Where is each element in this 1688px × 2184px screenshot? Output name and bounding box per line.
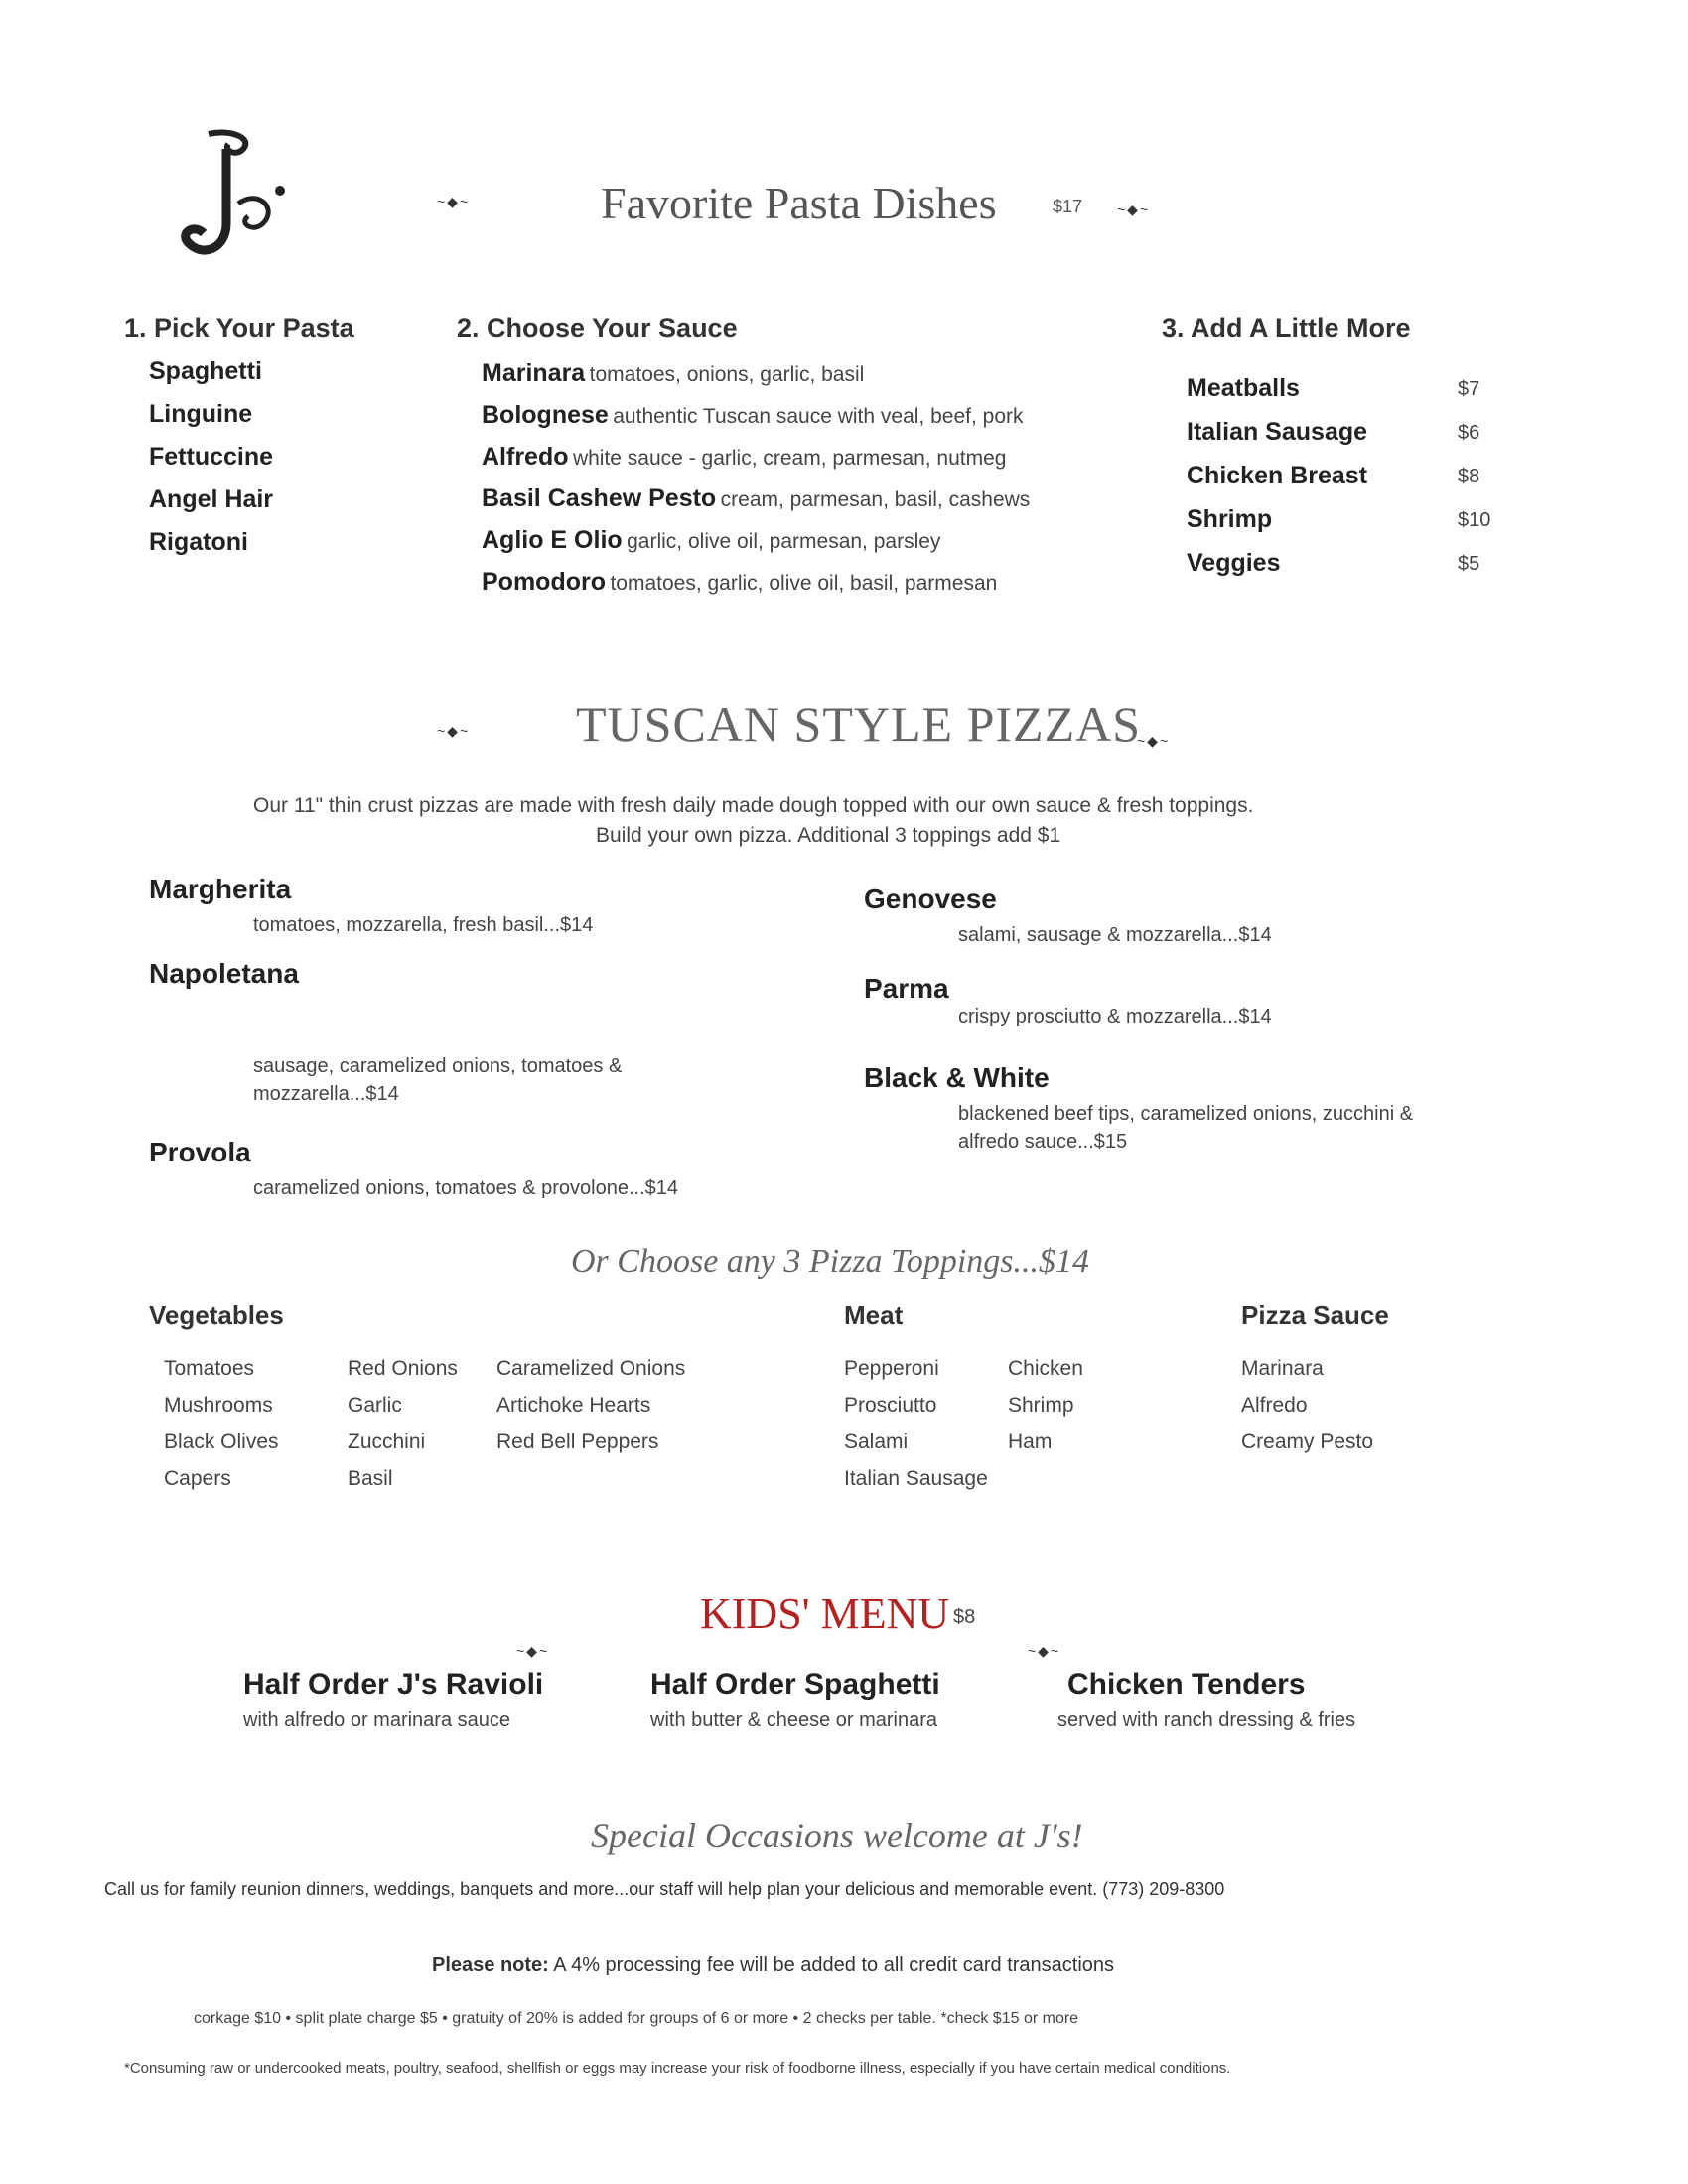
sauce-desc: white sauce - garlic, cream, parmesan, nutmeg bbox=[572, 447, 1007, 470]
kids-item-desc: with alfredo or marinara sauce bbox=[243, 1709, 511, 1731]
topping-item: Creamy Pesto bbox=[1241, 1431, 1374, 1453]
pasta-item: Linguine bbox=[149, 400, 253, 428]
topping-item: Marinara bbox=[1241, 1357, 1324, 1380]
flourish: ~◆~ bbox=[516, 1643, 550, 1659]
topping-item: Caramelized Onions bbox=[496, 1357, 686, 1380]
special-occasions-title: Special Occasions welcome at J's! bbox=[591, 1816, 1083, 1855]
addon-price: $10 bbox=[1458, 509, 1491, 531]
kids-item-name: Chicken Tenders bbox=[1067, 1668, 1306, 1701]
sauce-name: Marinara bbox=[482, 359, 586, 387]
add-more-heading: 3. Add A Little More bbox=[1162, 313, 1411, 342]
sauce-name: Aglio E Olio bbox=[482, 526, 623, 554]
flourish-right: ~◆~ bbox=[1117, 202, 1151, 217]
topping-item: Pepperoni bbox=[844, 1357, 939, 1380]
kids-item-name: Half Order J's Ravioli bbox=[243, 1668, 544, 1701]
addon-price: $7 bbox=[1458, 378, 1480, 400]
topping-item: Italian Sausage bbox=[844, 1467, 988, 1490]
topping-item: Prosciutto bbox=[844, 1394, 937, 1417]
meat-heading: Meat bbox=[844, 1300, 904, 1330]
note-label: Please note: bbox=[432, 1954, 549, 1976]
pizza-name: Black & White bbox=[864, 1062, 1050, 1093]
sauce-desc: garlic, olive oil, parmesan, parsley bbox=[627, 530, 941, 553]
addon-name: Veggies bbox=[1187, 549, 1281, 577]
kids-menu-price: $8 bbox=[953, 1606, 976, 1628]
sauce-row bbox=[482, 359, 864, 388]
flourish: ~◆~ bbox=[1028, 1643, 1061, 1659]
vegetables-heading: Vegetables bbox=[149, 1300, 284, 1330]
topping-item: Zucchini bbox=[348, 1431, 426, 1453]
pizza-name: Margherita bbox=[149, 874, 292, 904]
restaurant-logo bbox=[169, 129, 298, 268]
topping-item: Garlic bbox=[348, 1394, 402, 1417]
sauce-desc: tomatoes, onions, garlic, basil bbox=[589, 363, 865, 386]
pasta-item: Rigatoni bbox=[149, 528, 248, 556]
topping-item: Ham bbox=[1008, 1431, 1053, 1453]
topping-item: Artichoke Hearts bbox=[496, 1394, 651, 1417]
sauce-row bbox=[482, 484, 1030, 513]
pizza-name: Genovese bbox=[864, 884, 997, 914]
pizza-desc: crispy prosciutto & mozzarella...$14 bbox=[958, 1006, 1272, 1027]
pizza-name: Provola bbox=[149, 1137, 251, 1167]
sauce-row bbox=[482, 526, 940, 555]
veg-col-1 bbox=[164, 1350, 279, 1497]
sauce-desc: authentic Tuscan sauce with veal, beef, pork bbox=[613, 405, 1024, 428]
kids-menu-title: KIDS' MENU bbox=[700, 1589, 950, 1638]
addon-price: $6 bbox=[1458, 422, 1480, 444]
kids-item-desc: served with ranch dressing & fries bbox=[1057, 1709, 1356, 1731]
title-price: $17 bbox=[1053, 197, 1083, 216]
logo-icon bbox=[169, 129, 298, 268]
pasta-item: Angel Hair bbox=[149, 485, 274, 513]
topping-item: Basil bbox=[348, 1467, 393, 1490]
sauce-row bbox=[482, 443, 1006, 472]
sauce-desc: cream, parmesan, basil, cashews bbox=[720, 488, 1031, 511]
topping-item: Capers bbox=[164, 1467, 231, 1490]
pizza-sauce-heading: Pizza Sauce bbox=[1241, 1300, 1389, 1330]
kids-item-name: Half Order Spaghetti bbox=[650, 1668, 940, 1701]
topping-item: Black Olives bbox=[164, 1431, 279, 1453]
addon-name: Italian Sausage bbox=[1187, 418, 1368, 446]
pizza-desc: blackened beef tips, caramelized onions, zucchini & alfredo sauce...$15 bbox=[958, 1103, 1414, 1153]
topping-item: Mushrooms bbox=[164, 1394, 273, 1417]
flourish-right: ~◆~ bbox=[1137, 733, 1171, 749]
pizza-desc: caramelized onions, tomatoes & provolone...$14 bbox=[253, 1177, 679, 1199]
pizza-desc: sausage, caramelized onions, tomatoes & mozzarella...$14 bbox=[253, 1055, 623, 1105]
topping-item: Shrimp bbox=[1008, 1394, 1074, 1417]
sauce-row bbox=[482, 401, 1024, 430]
pasta-item: Fettuccine bbox=[149, 443, 274, 471]
consumer-advisory: *Consuming raw or undercooked meats, poultry, seafood, shellfish or eggs may increase your risk of foodborne illness, especially if you have certain medical conditions. bbox=[124, 2060, 1231, 2077]
sauce-name: Pomodoro bbox=[482, 568, 606, 596]
meat-col-1 bbox=[844, 1350, 988, 1497]
special-occasions-line: Call us for family reunion dinners, weddings, banquets and more...our staff will help plan your delicious and memorable event. (773) 209-8300 bbox=[104, 1879, 1225, 1899]
pick-pasta-heading: 1. Pick Your Pasta bbox=[124, 313, 354, 342]
pizza-intro-2: Build your own pizza. Additional 3 toppings add $1 bbox=[596, 824, 1061, 847]
veg-col-2 bbox=[348, 1350, 458, 1497]
sauce-name: Alfredo bbox=[482, 443, 569, 471]
pizza-name: Parma bbox=[864, 973, 949, 1004]
sauce-name: Bolognese bbox=[482, 401, 609, 429]
flourish-left: ~◆~ bbox=[437, 723, 471, 739]
topping-item: Red Onions bbox=[348, 1357, 458, 1380]
toppings-title: Or Choose any 3 Pizza Toppings...$14 bbox=[571, 1243, 1090, 1280]
topping-item: Tomatoes bbox=[164, 1357, 255, 1380]
addon-name: Meatballs bbox=[1187, 374, 1300, 402]
flourish-left: ~◆~ bbox=[437, 194, 471, 209]
addon-price: $8 bbox=[1458, 466, 1480, 487]
kids-item-desc: with butter & cheese or marinara bbox=[650, 1709, 938, 1731]
pizza-desc: tomatoes, mozzarella, fresh basil...$14 bbox=[253, 914, 594, 936]
page-title: Favorite Pasta Dishes bbox=[601, 178, 997, 228]
choose-sauce-heading: 2. Choose Your Sauce bbox=[457, 313, 738, 342]
meat-col-2 bbox=[1008, 1350, 1083, 1460]
topping-item: Red Bell Peppers bbox=[496, 1431, 659, 1453]
addon-name: Shrimp bbox=[1187, 505, 1273, 533]
pizza-desc: salami, sausage & mozzarella...$14 bbox=[958, 924, 1272, 946]
topping-item: Salami bbox=[844, 1431, 909, 1453]
pasta-item: Spaghetti bbox=[149, 357, 262, 385]
processing-note bbox=[432, 1954, 1114, 1977]
sauce-name: Basil Cashew Pesto bbox=[482, 484, 717, 512]
pizza-sauce-list bbox=[1241, 1350, 1373, 1460]
sauce-desc: tomatoes, garlic, olive oil, basil, parmesan bbox=[610, 572, 998, 595]
addon-price: $5 bbox=[1458, 553, 1480, 575]
veg-col-3 bbox=[496, 1350, 685, 1460]
topping-item: Alfredo bbox=[1241, 1394, 1308, 1417]
pizza-section-title: TUSCAN STYLE PIZZAS bbox=[576, 696, 1142, 751]
note-text: A 4% processing fee will be added to all credit card transactions bbox=[553, 1954, 1115, 1976]
topping-item: Chicken bbox=[1008, 1357, 1083, 1380]
addon-name: Chicken Breast bbox=[1187, 462, 1368, 489]
pizza-name: Napoletana bbox=[149, 958, 299, 989]
sauce-row bbox=[482, 568, 997, 597]
pizza-intro: Our 11" thin crust pizzas are made with fresh daily made dough topped with our own sauce & fresh toppings. bbox=[253, 794, 1254, 817]
fees-note: corkage $10 • split plate charge $5 • gratuity of 20% is added for groups of 6 or more • 2 checks per table. *check $15 or more bbox=[194, 2010, 1079, 2027]
